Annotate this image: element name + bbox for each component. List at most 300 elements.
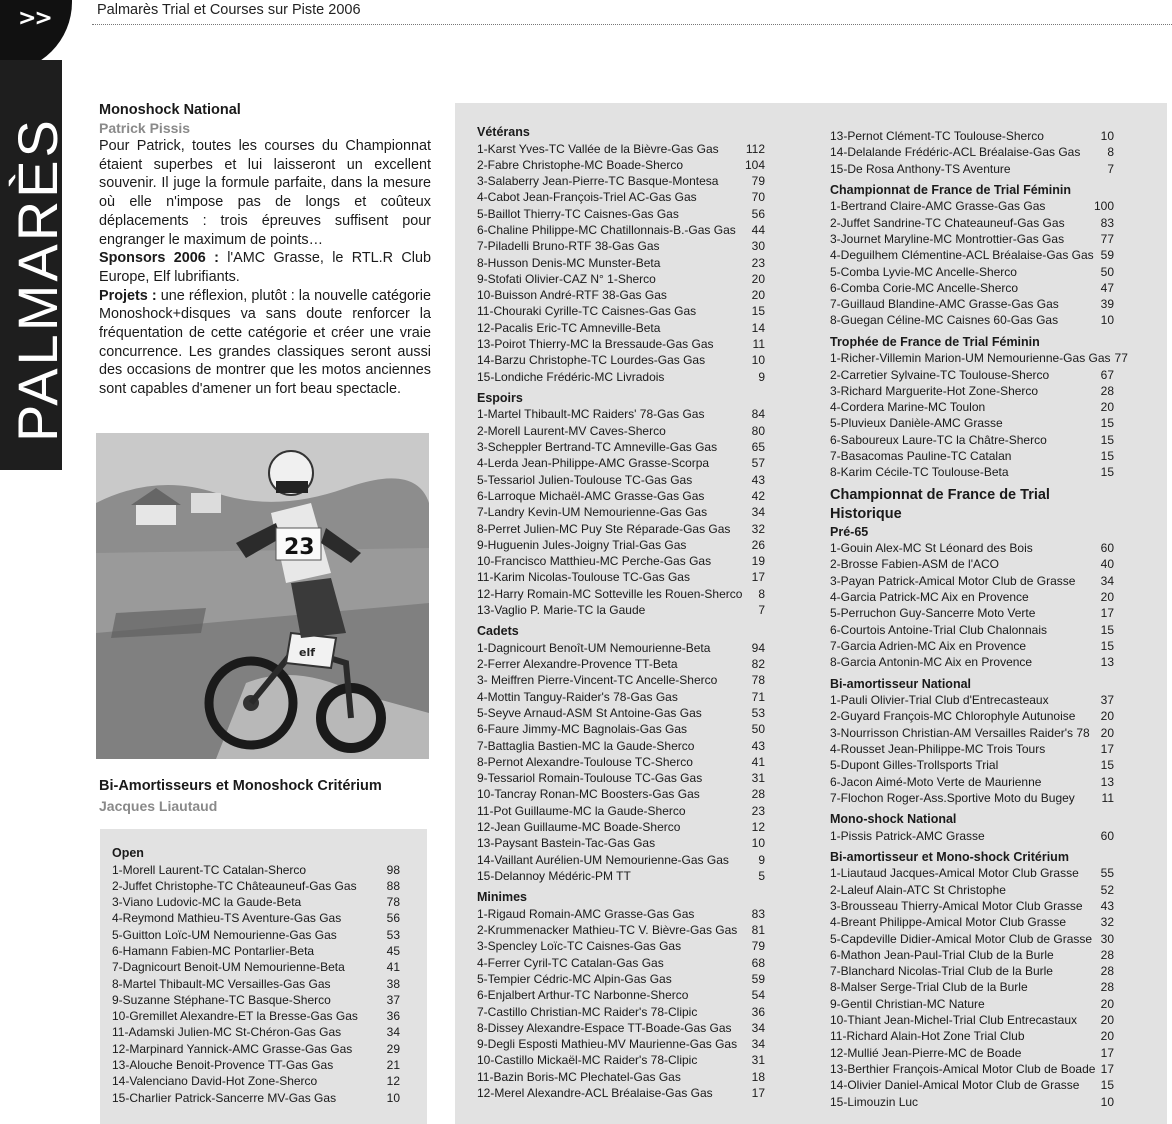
rider-entry: 4-Reymond Mathieu-TS Aventure-Gas Gas	[112, 911, 342, 926]
rider-entry: 7-Piladelli Bruno-RTF 38-Gas Gas	[477, 239, 660, 254]
points: 71	[751, 689, 765, 704]
points: 43	[751, 472, 765, 487]
result-row	[830, 161, 1114, 177]
points: 34	[751, 505, 765, 520]
points: 83	[1100, 215, 1114, 230]
points: 7	[1107, 161, 1114, 176]
result-row	[830, 367, 1114, 383]
rider-entry: 4-Rousset Jean-Philippe-MC Trois Tours	[830, 741, 1046, 756]
result-row	[830, 914, 1114, 930]
rider-entry: 14-Delalande Frédéric-ACL Bréalaise-Gas Gas	[830, 145, 1081, 160]
points: 32	[751, 521, 765, 536]
result-row	[477, 602, 765, 618]
rider-entry: 2-Juffet Christophe-TC Châteauneuf-Gas Gas	[112, 878, 357, 893]
rider-entry: 8-Malser Serge-Trial Club de la Burle	[830, 980, 1028, 995]
result-row	[477, 721, 765, 737]
result-row	[477, 819, 765, 835]
rider-entry: 5-Seyve Arnaud-ASM St Antoine-Gas Gas	[477, 706, 702, 720]
result-row	[830, 312, 1114, 328]
result-row	[830, 1012, 1114, 1028]
rider-entry: 10-Tancray Ronan-MC Boosters-Gas Gas	[477, 787, 700, 802]
championship-title: Championnat de France de Trial Historique	[830, 486, 1050, 522]
points: 68	[751, 955, 765, 970]
result-row	[477, 406, 765, 422]
result-row	[830, 1045, 1114, 1061]
section-author: Jacques Liautaud	[99, 798, 218, 814]
points: 31	[751, 1053, 765, 1068]
result-row	[477, 656, 765, 672]
result-row	[830, 280, 1114, 296]
points: 14	[751, 320, 765, 335]
result-row	[477, 439, 765, 455]
result-row	[477, 504, 765, 520]
result-row	[830, 757, 1114, 773]
points: 56	[386, 911, 400, 926]
points: 47	[1100, 280, 1114, 295]
result-row	[830, 774, 1114, 790]
result-row	[477, 938, 765, 954]
result-row	[477, 955, 765, 971]
rider-entry: 11-Adamski Julien-MC St-Chéron-Gas Gas	[112, 1025, 342, 1040]
rider-entry: 5-Baillot Thierry-TC Caisnes-Gas Gas	[477, 206, 679, 221]
result-row	[477, 553, 765, 569]
rider-entry: 14-Valenciano David-Hot Zone-Sherco	[112, 1074, 318, 1089]
points: 41	[386, 960, 400, 975]
rider-entry: 9-Suzanne Stéphane-TC Basque-Sherco	[112, 992, 331, 1007]
rider-entry: 2-Guyard François-MC Chlorophyle Autunoise	[830, 709, 1076, 724]
result-row	[830, 947, 1114, 963]
rider-entry: 12-Jean Guillaume-MC Boade-Sherco	[477, 820, 681, 835]
points: 10	[751, 836, 765, 851]
points: 60	[1100, 541, 1114, 556]
points: 40	[1100, 557, 1114, 572]
points: 80	[751, 423, 765, 438]
points: 94	[751, 640, 765, 655]
points: 28	[1100, 964, 1114, 979]
sponsors-label: Sponsors 2006 :	[99, 250, 219, 267]
rider-entry: 2-Fabre Christophe-MC Boade-Sherco	[477, 157, 684, 172]
rider-entry: 2-Krummenacker Mathieu-TC V. Bièvre-Gas Gas	[477, 923, 738, 938]
points: 10	[1100, 1094, 1114, 1109]
points: 10	[386, 1090, 400, 1105]
points: 8	[758, 586, 765, 601]
result-row	[477, 1004, 765, 1020]
rider-entry: 8-Garcia Antonin-MC Aix en Provence	[830, 655, 1033, 670]
rider-entry: 15-Charlier Patrick-Sancerre MV-Gas Gas	[112, 1090, 337, 1105]
rider-entry: 9-Huguenin Jules-Joigny Trial-Gas Gas	[477, 537, 687, 552]
rider-entry: 1-Liautaud Jacques-Amical Motor Club Grasse	[830, 866, 1079, 881]
page-title: Palmarès Trial et Courses sur Piste 2006	[97, 2, 361, 18]
rider-entry: 6-Faure Jimmy-MC Bagnolais-Gas Gas	[477, 722, 688, 737]
result-row	[830, 741, 1114, 757]
result-row	[477, 222, 765, 238]
points: 15	[751, 304, 765, 319]
points: 42	[751, 488, 765, 503]
result-row	[112, 992, 400, 1008]
result-row	[477, 488, 765, 504]
rider-entry: 3-Viano Ludovic-MC la Gaude-Beta	[112, 895, 302, 910]
rider-entry: 7-Castillo Christian-MC Raider's 78-Clipic	[477, 1004, 698, 1019]
result-row	[477, 803, 765, 819]
rider-entry: 8-Husson Denis-MC Munster-Beta	[477, 255, 661, 270]
rider-entry: 8-Karim Cécile-TC Toulouse-Beta	[830, 465, 1009, 480]
rider-entry: 3-Journet Maryline-MC Montrottier-Gas Gas	[830, 231, 1065, 246]
rider-entry: 9-Tessariol Romain-Toulouse TC-Gas Gas	[477, 771, 703, 786]
points: 10	[1100, 129, 1114, 143]
result-row	[477, 521, 765, 537]
result-row	[477, 423, 765, 439]
points: 20	[1100, 709, 1114, 724]
result-row	[477, 705, 765, 721]
result-row	[830, 963, 1114, 979]
rider-entry: 6-Saboureux Laure-TC la Châtre-Sherco	[830, 432, 1047, 447]
points: 65	[751, 440, 765, 455]
result-row	[477, 455, 765, 471]
result-row	[112, 1090, 400, 1106]
points: 30	[1100, 931, 1114, 946]
result-row	[112, 943, 400, 959]
points: 79	[751, 174, 765, 189]
rider-entry: 7-Dagnicourt Benoit-UM Nemourienne-Beta	[112, 960, 345, 975]
rider-entry: 7-Flochon Roger-Ass.Sportive Moto du Bugey	[830, 790, 1075, 805]
points: 15	[1100, 416, 1114, 431]
points: 38	[386, 976, 400, 991]
result-row	[477, 569, 765, 585]
points: 15	[1100, 465, 1114, 480]
rider-entry: 1-Rigaud Romain-AMC Grasse-Gas Gas	[477, 906, 695, 921]
result-row	[477, 1020, 765, 1036]
points: 37	[1100, 693, 1114, 708]
points: 10	[751, 353, 765, 368]
result-row	[477, 835, 765, 851]
points: 17	[751, 570, 765, 585]
result-row	[477, 922, 765, 938]
rider-entry: 12-Harry Romain-MC Sotteville les Rouen-Sherco	[477, 586, 743, 601]
result-row	[830, 979, 1114, 995]
points: 84	[751, 407, 765, 422]
result-row	[477, 1069, 765, 1085]
rider-entry: 9-Gentil Christian-MC Nature	[830, 996, 985, 1011]
result-row	[477, 1036, 765, 1052]
points: 18	[751, 1069, 765, 1084]
category-title: Open	[112, 846, 144, 860]
points: 21	[386, 1058, 400, 1073]
rider-entry: 15-Delannoy Médéric-PM TT	[477, 868, 631, 883]
result-row	[830, 1061, 1114, 1077]
rider-entry: 1-Richer-Villemin Marion-UM Nemourienne-Gas Gas	[830, 351, 1111, 366]
result-row	[830, 540, 1114, 556]
result-row	[830, 350, 1128, 366]
points: 82	[751, 657, 765, 672]
section-title: Bi-Amortisseurs et Monoshock Critérium	[99, 778, 382, 794]
points: 59	[1100, 248, 1114, 263]
points: 11	[752, 337, 765, 352]
article-monoshock-national	[99, 101, 431, 399]
result-row	[477, 537, 765, 553]
result-row	[112, 1041, 400, 1057]
points: 13	[1100, 655, 1114, 670]
points: 37	[386, 992, 400, 1007]
rider-entry: 9-Stofati Olivier-CAZ N° 1-Sherco	[477, 271, 656, 286]
results-column-1	[477, 124, 765, 1101]
points: 28	[1100, 980, 1114, 995]
points: 59	[751, 971, 765, 986]
rider-entry: 6-Courtois Antoine-Trial Club Chalonnais	[830, 622, 1047, 637]
rider-photo	[96, 433, 429, 759]
article-author: Patrick Pissis	[99, 120, 191, 136]
rider-entry: 6-Chaline Philippe-MC Chatillonnais-B.-Gas Gas	[477, 222, 736, 237]
result-row	[830, 605, 1114, 621]
points: 36	[386, 1009, 400, 1024]
points: 50	[1100, 264, 1114, 279]
result-row	[830, 1028, 1114, 1044]
rider-entry: 2-Morell Laurent-MV Caves-Sherco	[477, 423, 666, 438]
result-row	[830, 1077, 1114, 1093]
points: 34	[386, 1025, 400, 1040]
points: 43	[751, 738, 765, 753]
result-row	[112, 910, 400, 926]
rider-entry: 8-Perret Julien-MC Puy Ste Réparade-Gas Gas	[477, 521, 731, 536]
points: 15	[1100, 638, 1114, 653]
points: 23	[751, 803, 765, 818]
result-row	[477, 271, 765, 287]
points: 7	[758, 603, 765, 618]
result-row	[830, 589, 1114, 605]
rider-entry: 3-Salaberry Jean-Pierre-TC Basque-Montesa	[477, 174, 719, 189]
rider-entry: 4-Garcia Patrick-MC Aix en Provence	[830, 590, 1029, 605]
rider-entry: 13-Alouche Benoit-Provence TT-Gas Gas	[112, 1058, 334, 1073]
result-row	[830, 1094, 1114, 1110]
points: 104	[744, 157, 765, 172]
points: 79	[751, 939, 765, 954]
points: 83	[751, 906, 765, 921]
points: 41	[751, 754, 765, 769]
points: 11	[1101, 790, 1114, 805]
result-row	[477, 206, 765, 222]
result-row	[477, 352, 765, 368]
points: 29	[386, 1041, 400, 1056]
category-title: Trophée de France de Trial Féminin	[830, 334, 1040, 349]
rider-entry: 13-Vaglio P. Marie-TC la Gaude	[477, 603, 646, 618]
rider-entry: 12-Merel Alexandre-ACL Bréalaise-Gas Gas	[477, 1086, 713, 1101]
rider-entry: 13-Berthier François-Amical Motor Club de Boade	[830, 1061, 1096, 1076]
rider-entry: 1-Dagnicourt Benoît-UM Nemourienne-Beta	[477, 640, 711, 655]
points: 39	[1100, 297, 1114, 312]
points: 34	[1100, 573, 1114, 588]
rider-entry: 2-Carretier Sylvaine-TC Toulouse-Sherco	[830, 367, 1050, 382]
category-title: Pré-65	[830, 524, 869, 539]
trial-rider-illustration	[96, 433, 429, 759]
points: 53	[386, 927, 400, 942]
projets-text: une réflexion, plutôt : la nouvelle catégorie Monoshock+disques va sans doute renforcer la fréquentation de cette catégorie et créer une vraie concurrence. Les grandes classiques seront aussi des occasions de montrer que les motos anciennes sont capables d'amener un fort beau spectacle.	[99, 287, 431, 398]
result-row	[477, 141, 765, 157]
category-title: Espoirs	[477, 390, 523, 405]
result-row	[477, 770, 765, 786]
rider-entry: 15-Londiche Frédéric-MC Livradois	[477, 369, 665, 384]
rider-entry: 1-Morell Laurent-TC Catalan-Sherco	[112, 862, 307, 877]
rider-entry: 10-Buisson André-RTF 38-Gas Gas	[477, 288, 667, 303]
rider-entry: 1-Pissis Patrick-AMC Grasse	[830, 828, 985, 843]
points: 9	[758, 369, 765, 384]
rider-entry: 10-Gremillet Alexandre-ET la Bresse-Gas Gas	[112, 1009, 358, 1024]
result-row	[830, 931, 1114, 947]
article-paragraph: Pour Patrick, toutes les courses du Championnat étaient superbes et lui laisseront un excellent souvenir. Il juge la formule parfaite, dans la mesure où elle n'impose pas de longs et coûteux déplacements : trois épreuves suffisent pour engranger le maximum de points…	[99, 138, 431, 248]
points: 31	[751, 771, 765, 786]
points: 20	[1100, 1013, 1114, 1028]
rider-entry: 12-Mullié Jean-Pierre-MC de Boade	[830, 1045, 1022, 1060]
rider-entry: 4-Cabot Jean-François-Triel AC-Gas Gas	[477, 190, 697, 205]
rider-entry: 3-Richard Marguerite-Hot Zone-Sherco	[830, 383, 1039, 398]
points: 54	[751, 988, 765, 1003]
points: 15	[1100, 622, 1114, 637]
points: 15	[1100, 432, 1114, 447]
rider-entry: 2-Brosse Fabien-ASM de l'ACO	[830, 557, 1000, 572]
category-title: Vétérans	[477, 125, 530, 139]
points: 28	[751, 787, 765, 802]
points: 20	[751, 288, 765, 303]
points: 12	[751, 820, 765, 835]
points: 70	[751, 190, 765, 205]
result-row	[830, 215, 1114, 231]
rider-entry: 5-Capdeville Didier-Amical Motor Club de Grasse	[830, 931, 1093, 946]
result-row	[477, 852, 765, 868]
result-row	[477, 738, 765, 754]
points: 28	[1100, 383, 1114, 398]
projets-label: Projets :	[99, 287, 157, 304]
rider-entry: 13-Poirot Thierry-MC la Bressaude-Gas Gas	[477, 337, 714, 352]
rider-entry: 3- Meiffren Pierre-Vincent-TC Ancelle-Sherco	[477, 673, 718, 688]
rider-entry: 3-Brousseau Thierry-Amical Motor Club Grasse	[830, 898, 1083, 913]
result-row	[830, 638, 1114, 654]
rider-entry: 14-Vaillant Aurélien-UM Nemourienne-Gas Gas	[477, 852, 729, 867]
result-row	[830, 383, 1114, 399]
result-row	[830, 399, 1114, 415]
rider-entry: 5-Guitton Loïc-UM Nemourienne-Gas Gas	[112, 927, 337, 942]
rider-entry: 6-Larroque Michaël-AMC Grasse-Gas Gas	[477, 488, 705, 503]
category-title: Bi-amortisseur National	[830, 676, 972, 691]
rider-entry: 4-Mottin Tanguy-Raider's 78-Gas Gas	[477, 689, 678, 704]
result-row	[477, 586, 765, 602]
result-row	[830, 198, 1114, 214]
rider-entry: 4-Cordera Marine-MC Toulon	[830, 400, 986, 415]
result-row	[477, 157, 765, 173]
points: 60	[1100, 828, 1114, 843]
result-row	[477, 303, 765, 319]
points: 15	[1100, 758, 1114, 773]
rider-entry: 11-Richard Alain-Hot Zone Trial Club	[830, 1029, 1025, 1044]
points: 32	[1100, 915, 1114, 930]
rider-entry: 10-Castillo Mickaël-MC Raider's 78-Clipic	[477, 1053, 698, 1068]
article-title: Monoshock National	[99, 102, 241, 118]
points: 15	[1100, 449, 1114, 464]
result-row	[830, 882, 1114, 898]
result-row	[112, 1024, 400, 1040]
rider-entry: 1-Karst Yves-TC Vallée de la Bièvre-Gas Gas	[477, 141, 719, 156]
result-row	[477, 472, 765, 488]
rider-entry: 2-Ferrer Alexandre-Provence TT-Beta	[477, 657, 678, 672]
result-row	[830, 725, 1114, 741]
result-row	[830, 790, 1114, 806]
rider-entry: 5-Perruchon Guy-Sancerre Moto Verte	[830, 606, 1036, 621]
rider-entry: 5-Dupont Gilles-Trollsports Trial	[830, 758, 999, 773]
result-row	[477, 672, 765, 688]
points: 67	[1100, 367, 1114, 382]
points: 20	[751, 271, 765, 286]
result-row	[477, 640, 765, 656]
rider-entry: 1-Pauli Olivier-Trial Club d'Entrecasteaux	[830, 693, 1049, 708]
category-title: Bi-amortisseur et Mono-shock Critérium	[830, 849, 1069, 864]
result-row	[477, 336, 765, 352]
category-title: Championnat de France de Trial Féminin	[830, 182, 1072, 197]
points: 34	[751, 1020, 765, 1035]
points: 57	[751, 456, 765, 471]
result-row	[112, 878, 400, 894]
rider-entry: 1-Martel Thibault-MC Raiders' 78-Gas Gas	[477, 407, 705, 422]
rider-entry: 7-Garcia Adrien-MC Aix en Provence	[830, 638, 1027, 653]
points: 36	[751, 1004, 765, 1019]
points: 12	[386, 1074, 400, 1089]
result-row	[830, 264, 1114, 280]
points: 34	[751, 1037, 765, 1052]
rider-entry: 3-Scheppler Bertrand-TC Amneville-Gas Gas	[477, 440, 718, 455]
points: 20	[1100, 725, 1114, 740]
rider-entry: 3-Spencley Loïc-TC Caisnes-Gas Gas	[477, 939, 682, 954]
result-row	[477, 906, 765, 922]
rider-entry: 8-Dissey Alexandre-Espace TT-Boade-Gas Gas	[477, 1020, 732, 1035]
rider-entry: 3-Nourrisson Christian-AM Versailles Raider's 78	[830, 725, 1090, 740]
points: 78	[751, 673, 765, 688]
points: 17	[1100, 1045, 1114, 1060]
points: 19	[751, 554, 765, 569]
points: 23	[751, 255, 765, 270]
result-row	[830, 128, 1114, 144]
result-row	[830, 692, 1114, 708]
points: 9	[758, 852, 765, 867]
result-row	[477, 868, 765, 884]
rider-entry: 13-Paysant Bastein-Tac-Gas Gas	[477, 836, 656, 851]
rider-entry: 3-Payan Patrick-Amical Motor Club de Grasse	[830, 573, 1076, 588]
result-row	[477, 320, 765, 336]
rider-entry: 9-Degli Esposti Mathieu-MV Maurienne-Gas Gas	[477, 1037, 738, 1052]
results-column-2	[830, 128, 1128, 1110]
result-row	[477, 786, 765, 802]
result-row	[830, 464, 1114, 480]
result-row	[477, 238, 765, 254]
result-row	[830, 708, 1114, 724]
result-row	[477, 987, 765, 1003]
points: 28	[1100, 947, 1114, 962]
points: 10	[1100, 313, 1114, 328]
points: 98	[386, 862, 400, 877]
points: 55	[1100, 866, 1114, 881]
rider-entry: 11-Pot Guillaume-MC la Gaude-Sherco	[477, 803, 686, 818]
result-row	[112, 959, 400, 975]
projets-paragraph	[99, 287, 431, 399]
result-row	[477, 689, 765, 705]
rider-entry: 8-Guegan Céline-MC Caisnes 60-Gas Gas	[830, 313, 1059, 328]
rider-entry: 11-Karim Nicolas-Toulouse TC-Gas Gas	[477, 570, 690, 585]
points: 17	[1100, 741, 1114, 756]
result-row	[830, 828, 1114, 844]
rider-entry: 7-Guillaud Blandine-AMC Grasse-Gas Gas	[830, 297, 1059, 312]
header-divider	[92, 24, 1172, 25]
rider-entry: 7-Landry Kevin-UM Nemourienne-Gas Gas	[477, 505, 708, 520]
result-row	[477, 971, 765, 987]
result-row	[830, 622, 1114, 638]
result-row	[830, 432, 1114, 448]
category-title: Mono-shock National	[830, 812, 957, 827]
result-row	[112, 1057, 400, 1073]
